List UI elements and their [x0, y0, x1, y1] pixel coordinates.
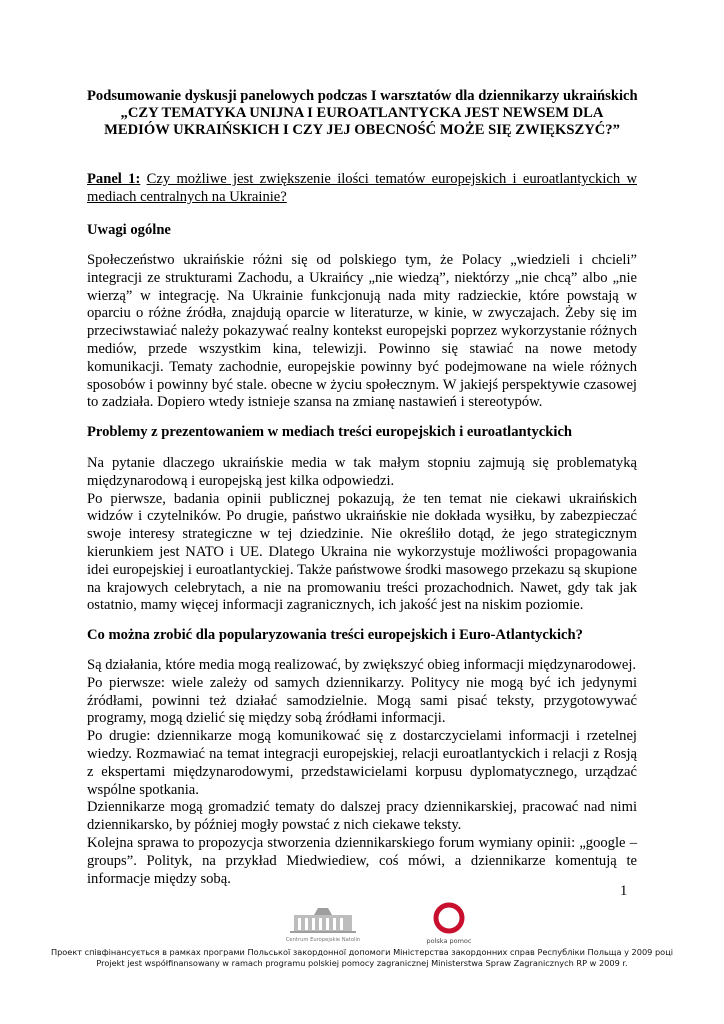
general-paragraph [87, 252, 637, 412]
document-title [87, 88, 637, 139]
panel-label: Panel 1: [87, 171, 141, 187]
page-number: 1 [620, 883, 628, 899]
section-heading-problems: Problemy z prezentowaniem w mediach treści europejskich i euroatlantyckich [87, 424, 573, 440]
popular-text-2: Po pierwsze: wiele zależy od samych dziennikarzy. Politycy nie mogą być ich jedynymi źródłami, powinni też działać samodzielnie. Mogą sami pisać teksty, przygotowywać programy, mogą dzielić się między sobą źródłami informacji. [87, 674, 637, 727]
popular-text-4: Dziennikarze mogą gromadzić tematy do dalszej pracy dziennikarskiej, pracować nad nimi dziennikarsko, by później mogły powstać z nich ciekawe teksty. [87, 799, 637, 834]
footer [40, 947, 684, 968]
popularization-paragraph [87, 657, 637, 888]
section-heading-general: Uwagi ogólne [87, 222, 171, 238]
popular-text-1: Są działania, które media mogą realizować, by zwiększyć obieg informacji międzynarodowej. [87, 657, 637, 673]
centrum-natolin-logo [272, 906, 374, 944]
title-line-2: „CZY TEMATYKA UNIJNA I EUROATLANTYCKA JEST NEWSEM DLA [120, 105, 604, 121]
general-text: Społeczeństwo ukraińskie różni się od polskiego tym, że Polacy „wiedzieli i chcieli” integracji ze strukturami Zachodu, a Ukraińcy „nie wiedzą”, niektórzy „nie chcą” albo „nie wierzą” w integrację. Na Ukrainie funkcjonują nada mity radzieckie, które powstają w oparciu o różne źródła, znajdują oparcie w literaturze, w kinie, w zwyczajach. Żeby się im przeciwstawiać należy pokazywać realny kontekst europejski poprzez wykorzystanie różnych mediów, przede wszystkim kina, telewizji. Powinno się stawiać na nowe metody komunikacji. Tematy zachodnie, europejskie powinny być podejmowane na wiele różnych sposobów i powinny być stale. obecne w życiu społecznym. W jakiejś perspektywie czasowej to zadziała. Dopiero wtedy istnieje szansa na zmianę nastawień i stereotypów. [87, 252, 637, 411]
problems-text-1: Na pytanie dlaczego ukraińskie media w tak małym stopniu zajmują się problematyką międzynarodową i europejską jest kilka odpowiedzi. [87, 455, 637, 489]
footer-line-polish: Projekt jest współfinansowany w ramach programu polskiej pomocy zagranicznej Ministerstwa Spraw Zagranicznych RP w 2009 r. [96, 957, 628, 968]
panel-heading [87, 170, 637, 206]
polska-pomoc-logo [424, 900, 474, 946]
popular-text-5: Kolejna sprawa to propozycja stworzenia dziennikarskiego forum wymiany opinii: „google – groups”. Polityk, na przykład Miedwiediew, coś mówi, a dziennikarze komentują te informacje między sobą. [87, 834, 637, 887]
problems-text-2: Po pierwsze, badania opinii publicznej pokazują, że ten temat nie ciekawi ukraińskich widzów i czytelników. Po drugie, państwo ukraińskie nie dokłada wysiłku, by zabezpieczać swoje interesy strategiczne w tej dziedzinie. Nie określiło dotąd, że jego strategicznym kierunkiem jest NATO i UE. Dlatego Ukraina nie wykorzystuje możliwości propagowania idei europejskiej i euroatlantyckiej. Także państwowe środki masowego przekazu są skupione na krajowych celebrytach, a nie na promowaniu treści prozachodnich. Nawet, gdy tak jak ostatnio, mamy więcej informacji zagranicznych, ich jakość jest na niskim poziomie. [87, 490, 637, 614]
panel-question: Czy możliwe jest zwiększenie ilości tematów europejskich i euroatlantyckich w mediach centralnych na Ukrainie? [87, 171, 637, 205]
problems-paragraph [87, 455, 637, 615]
title-line-1: Podsumowanie dyskusji panelowych podczas I warsztatów dla dziennikarzy ukraińskich [87, 88, 638, 104]
popular-text-3: Po drugie: dziennikarze mogą komunikować się z dostarczycielami informacji i rzetelnej wiedzy. Rozmawiać na temat integracji europejskiej, relacji euroatlantyckich i relacji z Rosją z ekspertami międzynarodowymi, przedstawicielami korpusu dyplomatycznego, urządzać wspólne spotkania. [87, 728, 637, 798]
centrum-logo-text: Centrum Europejskie Natolin [285, 937, 361, 943]
title-line-3: MEDIÓW UKRAIŃSKICH I CZY JEJ OBECNOŚĆ MOŻE SIĘ ZWIĘKSZYĆ?” [104, 122, 620, 138]
polska-pomoc-text: polska pomoc [426, 937, 472, 945]
footer-line-ukrainian: Проект співфінансується в рамках програми Польської закордонної допомоги Міністерства закордонних справ Республіки Польща у 2009 році [50, 947, 674, 957]
section-heading-popularization: Co można zrobić dla popularyzowania treści europejskich i Euro-Atlantyckich? [87, 627, 583, 643]
